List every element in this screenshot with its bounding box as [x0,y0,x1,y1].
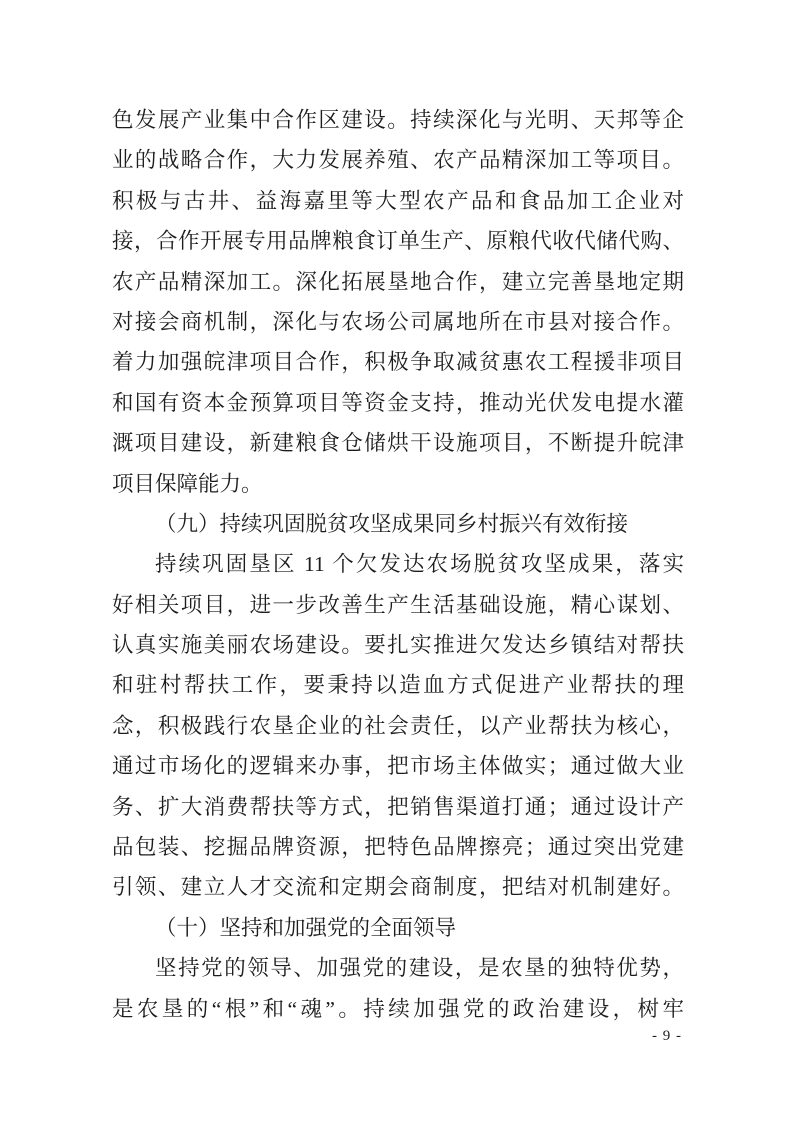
text-line: 着力加强皖津项目合作，积极争取减贫惠农工程援非项目 [112,350,684,375]
page-number: - 9 - [652,1028,682,1044]
text-line: 业的战略合作，大力发展养殖、农产品精深加工等项目。 [112,148,684,173]
text-line: 积极与古井、益海嘉里等大型农产品和食品加工企业对 [112,188,684,213]
section-heading-9: （九）持续巩固脱贫攻坚成果同乡村振兴有效衔接 [155,511,629,536]
text-line: 品包装、挖掘品牌资源，把特色品牌擦亮；通过突出党建 [112,835,684,860]
text-line: 和国有资本金预算项目等资金支持，推动光伏发电提水灌 [112,390,684,415]
text-line: 持续巩固垦区 11 个欠发达农场脱贫攻坚成果，落实 [155,552,684,577]
text-line: 接，合作开展专用品牌粮食订单生产、原粮代收代储代购、 [112,229,684,254]
text-line: 通过市场化的逻辑来办事，把市场主体做实；通过做大业 [112,754,684,779]
text-line: 溉项目建设，新建粮食仓储烘干设施项目，不断提升皖津 [112,431,684,456]
text-line: 务、扩大消费帮扶等方式，把销售渠道打通；通过设计产 [112,794,684,819]
text-line: 对接会商机制，深化与农场公司属地所在市县对接合作。 [112,309,684,334]
text-line: 色发展产业集中合作区建设。持续深化与光明、天邦等企 [112,108,684,132]
text-line: 和驻村帮扶工作，要秉持以造血方式促进产业帮扶的理 [112,673,684,698]
text-line: 念，积极践行农垦企业的社会责任，以产业帮扶为核心， [112,713,684,738]
document-body [112,100,684,1029]
text-line: 好相关项目，进一步改善生产生活基础设施，精心谋划、 [112,592,684,617]
text-line: 农产品精深加工。深化拓展垦地合作，建立完善垦地定期 [112,269,684,294]
section-heading-10: （十）坚持和加强党的全面领导 [155,915,457,940]
text-line: 引领、建立人才交流和定期会商制度，把结对机制建好。 [112,875,684,900]
text-line: 认真实施美丽农场建设。要扎实推进欠发达乡镇结对帮扶 [112,633,684,658]
paragraph-end-line: 项目保障能力。 [112,471,263,496]
text-line: 是农垦的“根”和“魂”。持续加强党的政治建设，树牢 [112,996,684,1021]
text-line: 坚持党的领导、加强党的建设，是农垦的独特优势， [155,956,684,981]
